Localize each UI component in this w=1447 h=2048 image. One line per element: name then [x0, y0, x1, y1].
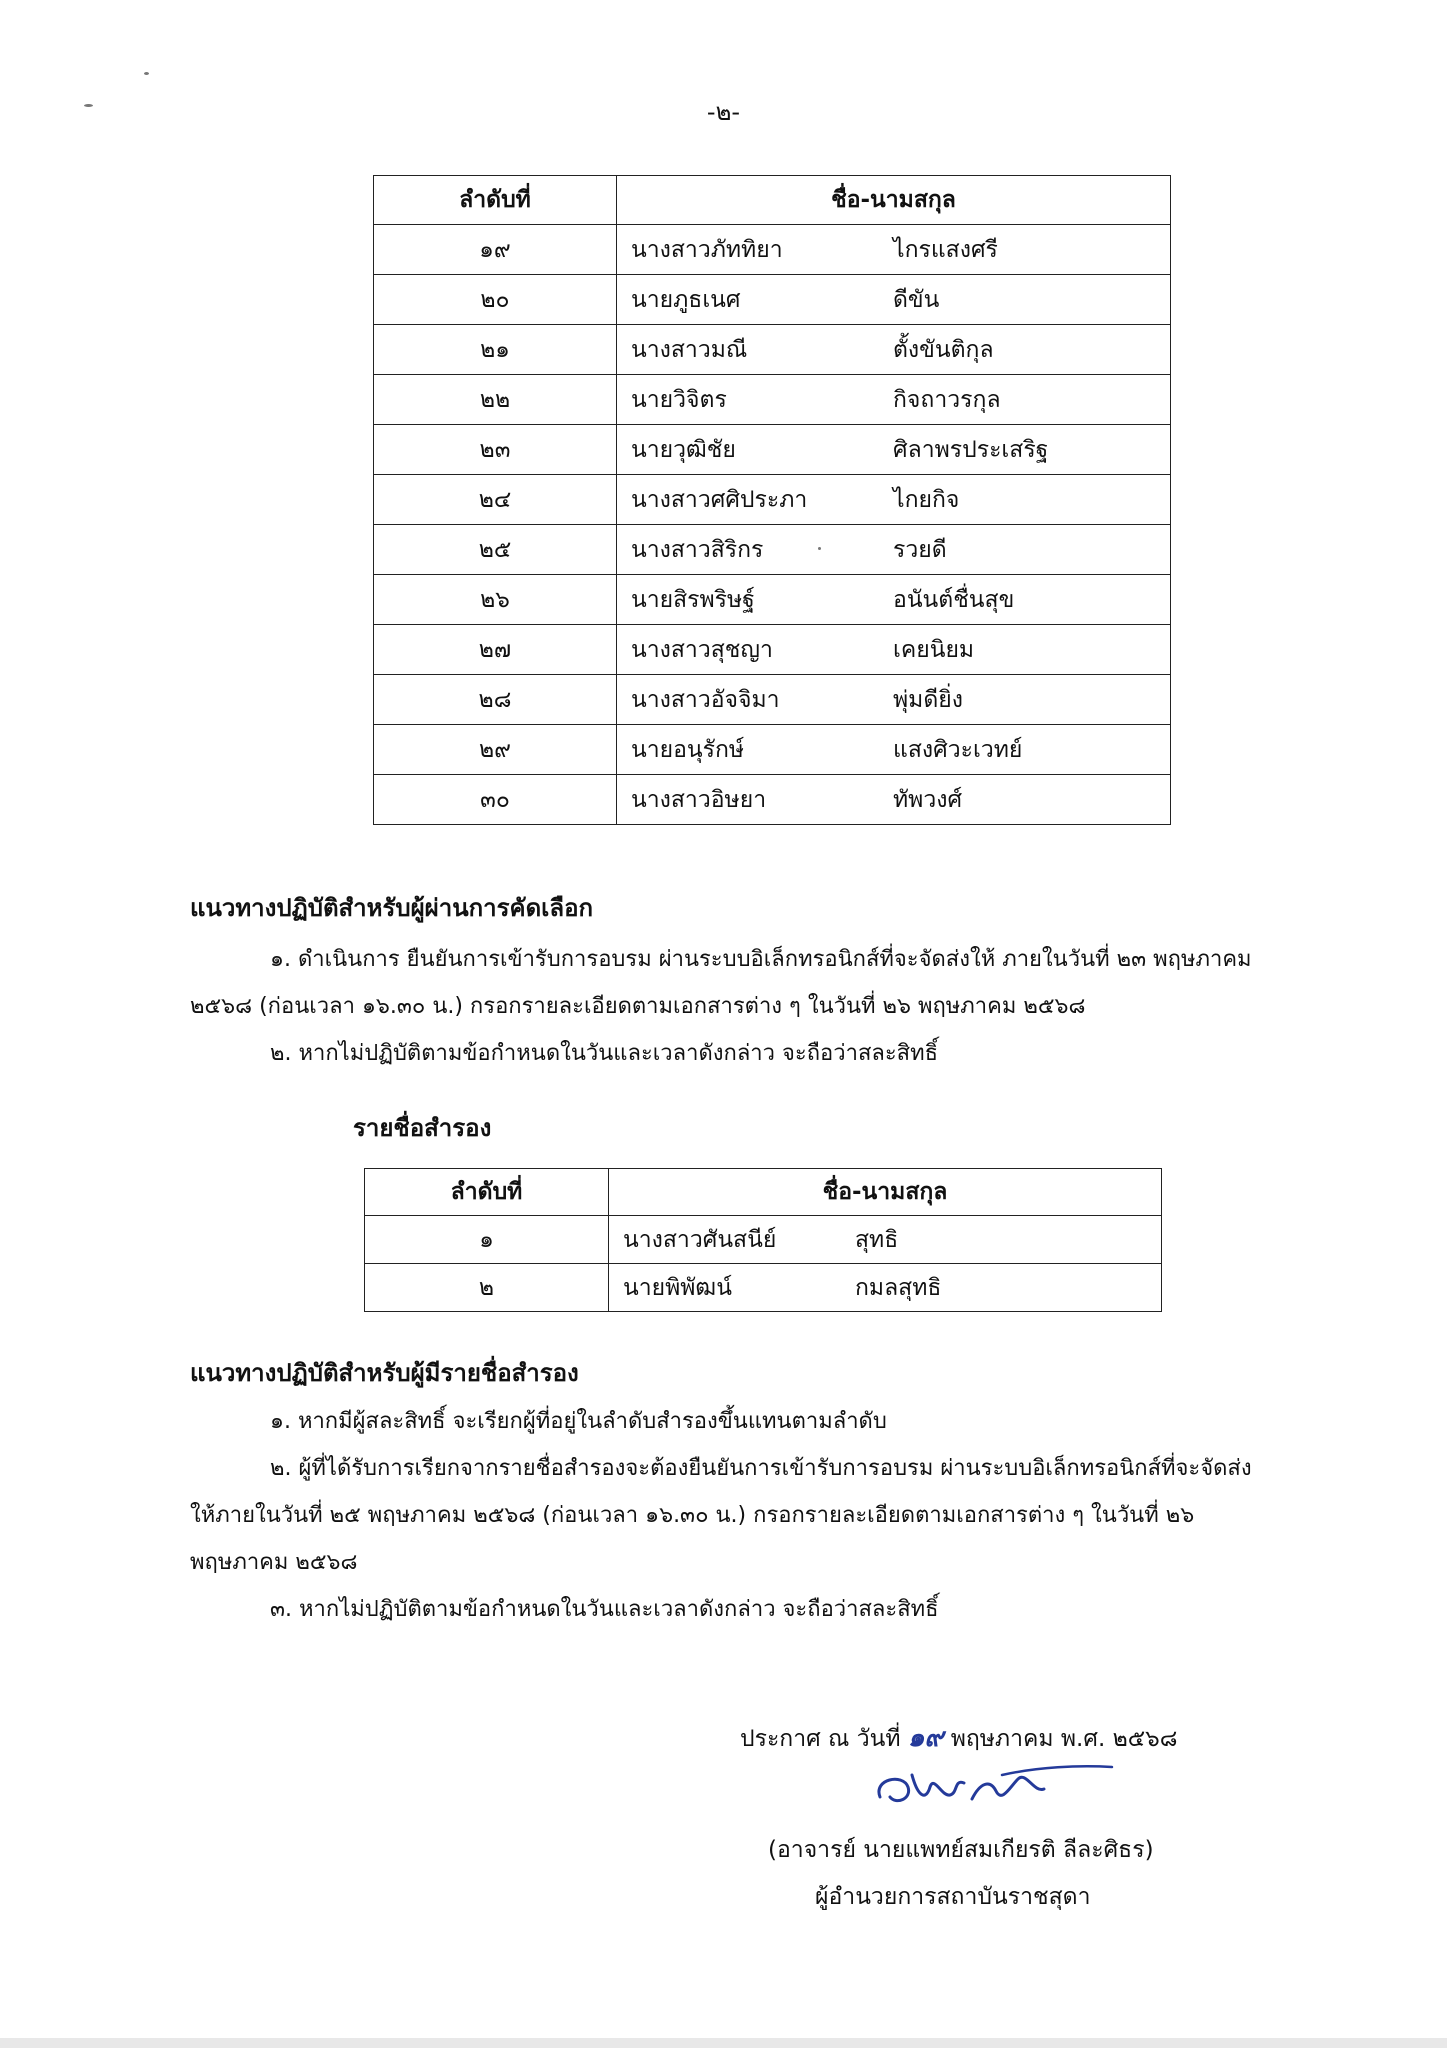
surname: รวยดี [893, 536, 947, 563]
table-row [374, 475, 1171, 525]
row-fullname [617, 425, 1171, 475]
signer-title: ผู้อำนวยการสถาบันราชสุดา [815, 1884, 1091, 1910]
alternate-list-heading: รายชื่อสำรอง [353, 1114, 492, 1142]
first-name: นางสาวอิษยา [631, 786, 767, 813]
row-fullname [609, 1216, 1162, 1264]
row-fullname [617, 225, 1171, 275]
row-order-number: ๑๙ [374, 225, 617, 275]
first-name: นายพิพัฒน์ [623, 1274, 732, 1301]
row-order-number: ๒๔ [374, 475, 617, 525]
table-row [374, 675, 1171, 725]
guideline-item-2: ๒. หากไม่ปฏิบัติตามข้อกำหนดในวันและเวลาดังกล่าว จะถือว่าสละสิทธิ์ [270, 1041, 939, 1066]
table-row [365, 1264, 1162, 1312]
table-row [374, 725, 1171, 775]
selected-guidelines [190, 936, 1340, 1077]
surname: พุ่มดียิ่ง [893, 686, 963, 713]
alternate-guidelines [190, 1398, 1340, 1633]
column-header-order: ลำดับที่ [374, 176, 617, 225]
selected-candidates-table [373, 175, 1171, 825]
scan-edge [0, 2038, 1447, 2048]
row-fullname [617, 725, 1171, 775]
column-header-fullname: ชื่อ-นามสกุล [617, 176, 1171, 225]
row-fullname [617, 325, 1171, 375]
alt-guideline-item-2: ๒. ผู้ที่ได้รับการเรียกจากรายชื่อสำรองจะต้องยืนยันการเข้ารับการอบรม ผ่านระบบอิเล็กทรอนิกส์ที่จะจัดส่ง [270, 1456, 1252, 1481]
row-order-number: ๒๓ [374, 425, 617, 475]
row-fullname [617, 625, 1171, 675]
announcement-date [740, 1717, 1177, 1758]
surname: อนันต์ชื่นสุข [893, 586, 1015, 613]
guideline-item-1: ๑. ดำเนินการ ยืนยันการเข้ารับการอบรม ผ่านระบบอิเล็กทรอนิกส์ที่จะจัดส่งให้ ภายในวันที่ ๒๓ พฤษภาคม [270, 947, 1252, 972]
alt-guideline-item-1: ๑. หากมีผู้สละสิทธิ์ จะเรียกผู้ที่อยู่ในลำดับสำรองขึ้นแทนตามลำดับ [270, 1409, 887, 1434]
row-fullname [609, 1264, 1162, 1312]
row-fullname [617, 275, 1171, 325]
announcement-suffix: พฤษภาคม พ.ศ. ๒๕๖๘ [950, 1726, 1178, 1752]
row-order-number: ๒๗ [374, 625, 617, 675]
row-order-number: ๒๙ [374, 725, 617, 775]
row-order-number: ๒๘ [374, 675, 617, 725]
row-fullname [617, 675, 1171, 725]
row-order-number: ๒๑ [374, 325, 617, 375]
table-row [374, 375, 1171, 425]
surname: กิจถาวรกุล [893, 386, 1001, 413]
surname: ศิลาพรประเสริฐ [893, 436, 1049, 463]
surname: ตั้งขันติกุล [893, 336, 994, 363]
alt-guideline-item-2-cont: พฤษภาคม ๒๕๖๘ [190, 1550, 358, 1575]
first-name: นางสาวอัจจิมา [631, 686, 780, 713]
row-order-number: ๓๐ [374, 775, 617, 825]
alternate-guidelines-heading: แนวทางปฏิบัติสำหรับผู้มีรายชื่อสำรอง [190, 1359, 579, 1387]
surname: เคยนิยม [893, 636, 975, 663]
surname: สุทธิ [855, 1226, 899, 1253]
surname: ไกรแสงศรี [893, 236, 998, 263]
row-fullname [617, 525, 1171, 575]
table-row [374, 775, 1171, 825]
surname: ทัพวงศ์ [893, 786, 963, 813]
first-name: นางสาวศศิประภา [631, 486, 808, 513]
column-header-order: ลำดับที่ [365, 1169, 609, 1216]
surname: แสงศิวะเวทย์ [893, 736, 1023, 763]
row-order-number: ๒๐ [374, 275, 617, 325]
selected-guidelines-heading: แนวทางปฏิบัติสำหรับผู้ผ่านการคัดเลือก [190, 894, 594, 922]
row-order-number: ๒ [365, 1264, 609, 1312]
row-order-number: ๒๒ [374, 375, 617, 425]
first-name: นางสาวมณี [631, 336, 748, 363]
first-name: นางสาวภัททิยา [631, 236, 783, 263]
first-name: นางสาวสุชญา [631, 636, 773, 663]
signer-name: (อาจารย์ นายแพทย์สมเกียรติ ลีละศิธร) [768, 1837, 1154, 1863]
table-row [374, 625, 1171, 675]
row-order-number: ๑ [365, 1216, 609, 1264]
row-order-number: ๒๖ [374, 575, 617, 625]
table-row [374, 575, 1171, 625]
announcement-day: ๑๙ [907, 1723, 944, 1753]
row-order-number: ๒๕ [374, 525, 617, 575]
handwritten-signature [868, 1757, 1128, 1827]
table-row [374, 525, 1171, 575]
alt-guideline-item-2-cont: ให้ภายในวันที่ ๒๕ พฤษภาคม ๒๕๖๘ (ก่อนเวลา ๑๖.๓๐ น.) กรอกรายละเอียดตามเอกสารต่าง ๆ ในวันที่ ๒๖ [190, 1503, 1195, 1528]
first-name: นายอนุรักษ์ [631, 736, 745, 763]
page-number: -๒- [706, 98, 741, 126]
row-fullname [617, 475, 1171, 525]
first-name: นายภูธเนศ [631, 286, 741, 313]
announcement-prefix: ประกาศ ณ วันที่ [740, 1726, 901, 1752]
row-fullname [617, 775, 1171, 825]
alt-guideline-item-3: ๓. หากไม่ปฏิบัติตามข้อกำหนดในวันและเวลาดังกล่าว จะถือว่าสละสิทธิ์ [270, 1597, 939, 1622]
row-fullname [617, 375, 1171, 425]
surname: กมลสุทธิ [855, 1274, 942, 1301]
first-name: นางสาวสิริกร [631, 536, 764, 563]
row-fullname [617, 575, 1171, 625]
table-row [374, 425, 1171, 475]
surname: ไกยกิจ [893, 486, 960, 513]
table-row [374, 325, 1171, 375]
guideline-item-1-cont: ๒๕๖๘ (ก่อนเวลา ๑๖.๓๐ น.) กรอกรายละเอียดตามเอกสารต่าง ๆ ในวันที่ ๒๖ พฤษภาคม ๒๕๖๘ [190, 994, 1086, 1019]
table-row [374, 225, 1171, 275]
table-row [374, 275, 1171, 325]
scan-speck [144, 72, 149, 75]
first-name: นายวิจิตร [631, 386, 727, 413]
alternate-candidates-table [364, 1168, 1162, 1312]
table-row [365, 1216, 1162, 1264]
first-name: นายสิรพริษฐ์ [631, 586, 755, 613]
first-name: นายวุฒิชัย [631, 436, 736, 463]
column-header-fullname: ชื่อ-นามสกุล [609, 1169, 1162, 1216]
surname: ดีขัน [893, 286, 940, 313]
first-name: นางสาวศันสนีย์ [623, 1226, 777, 1253]
